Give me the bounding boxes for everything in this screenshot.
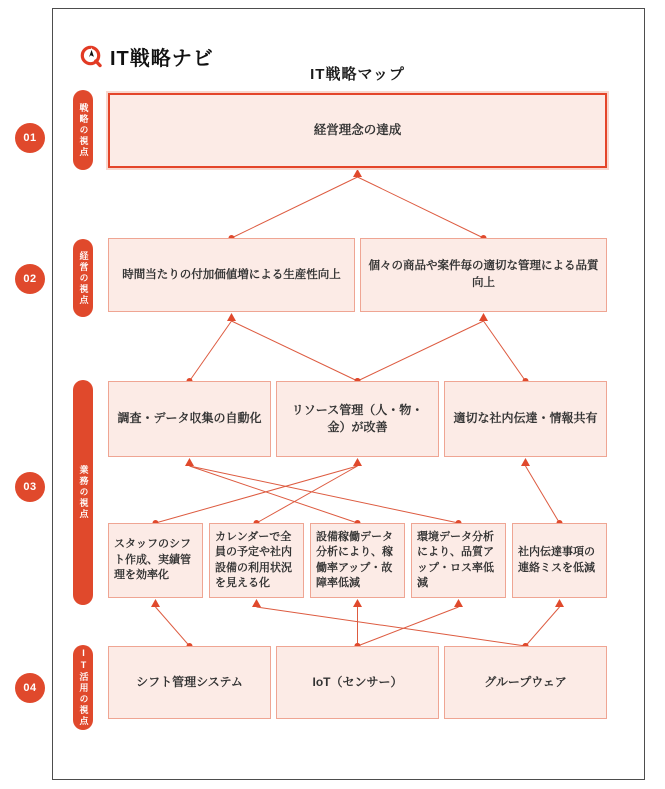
node-productivity: 時間当たりの付加価値増による生産性向上 bbox=[108, 238, 355, 312]
node-data-collection: 調査・データ収集の自動化 bbox=[108, 381, 271, 457]
site-logo-text: IT戦略ナビ bbox=[110, 48, 214, 70]
section-pill-it-use: IT活用の視点 bbox=[73, 645, 93, 730]
node-quality: 個々の商品や案件毎の適切な管理による品質向上 bbox=[360, 238, 607, 312]
section-pill-operations: 業務の視点 bbox=[73, 380, 93, 605]
section-badge-03: 03 bbox=[15, 472, 45, 502]
section-badge-01: 01 bbox=[15, 123, 45, 153]
section-pill-management: 経営の視点 bbox=[73, 239, 93, 317]
section-pill-strategy: 戦略の視点 bbox=[73, 90, 93, 170]
section-badge-04: 04 bbox=[15, 673, 45, 703]
node-equipment-analysis: 設備稼働データ分析により、稼働率アップ・故障率低減 bbox=[310, 523, 405, 598]
node-environment-analysis: 環境データ分析により、品質アップ・ロス率低減 bbox=[411, 523, 506, 598]
node-shift-system: シフト管理システム bbox=[108, 646, 271, 719]
node-management-philosophy: 経営理念の達成 bbox=[108, 93, 607, 168]
node-iot-sensor: IoT（センサー） bbox=[276, 646, 439, 719]
node-internal-communication: 適切な社内伝達・情報共有 bbox=[444, 381, 607, 457]
section-badge-02: 02 bbox=[15, 264, 45, 294]
node-miscommunication-reduction: 社内伝達事項の連絡ミスを低減 bbox=[512, 523, 607, 598]
cursor-q-logo-icon bbox=[78, 44, 104, 70]
node-calendar-visibility: カレンダーで全員の予定や社内設備の利用状況を見える化 bbox=[209, 523, 304, 598]
node-resource-management: リソース管理（人・物・金）が改善 bbox=[276, 381, 439, 457]
node-shift-efficiency: スタッフのシフト作成、実績管理を効率化 bbox=[108, 523, 203, 598]
page-title: IT戦略マップ bbox=[310, 66, 405, 83]
node-groupware: グループウェア bbox=[444, 646, 607, 719]
